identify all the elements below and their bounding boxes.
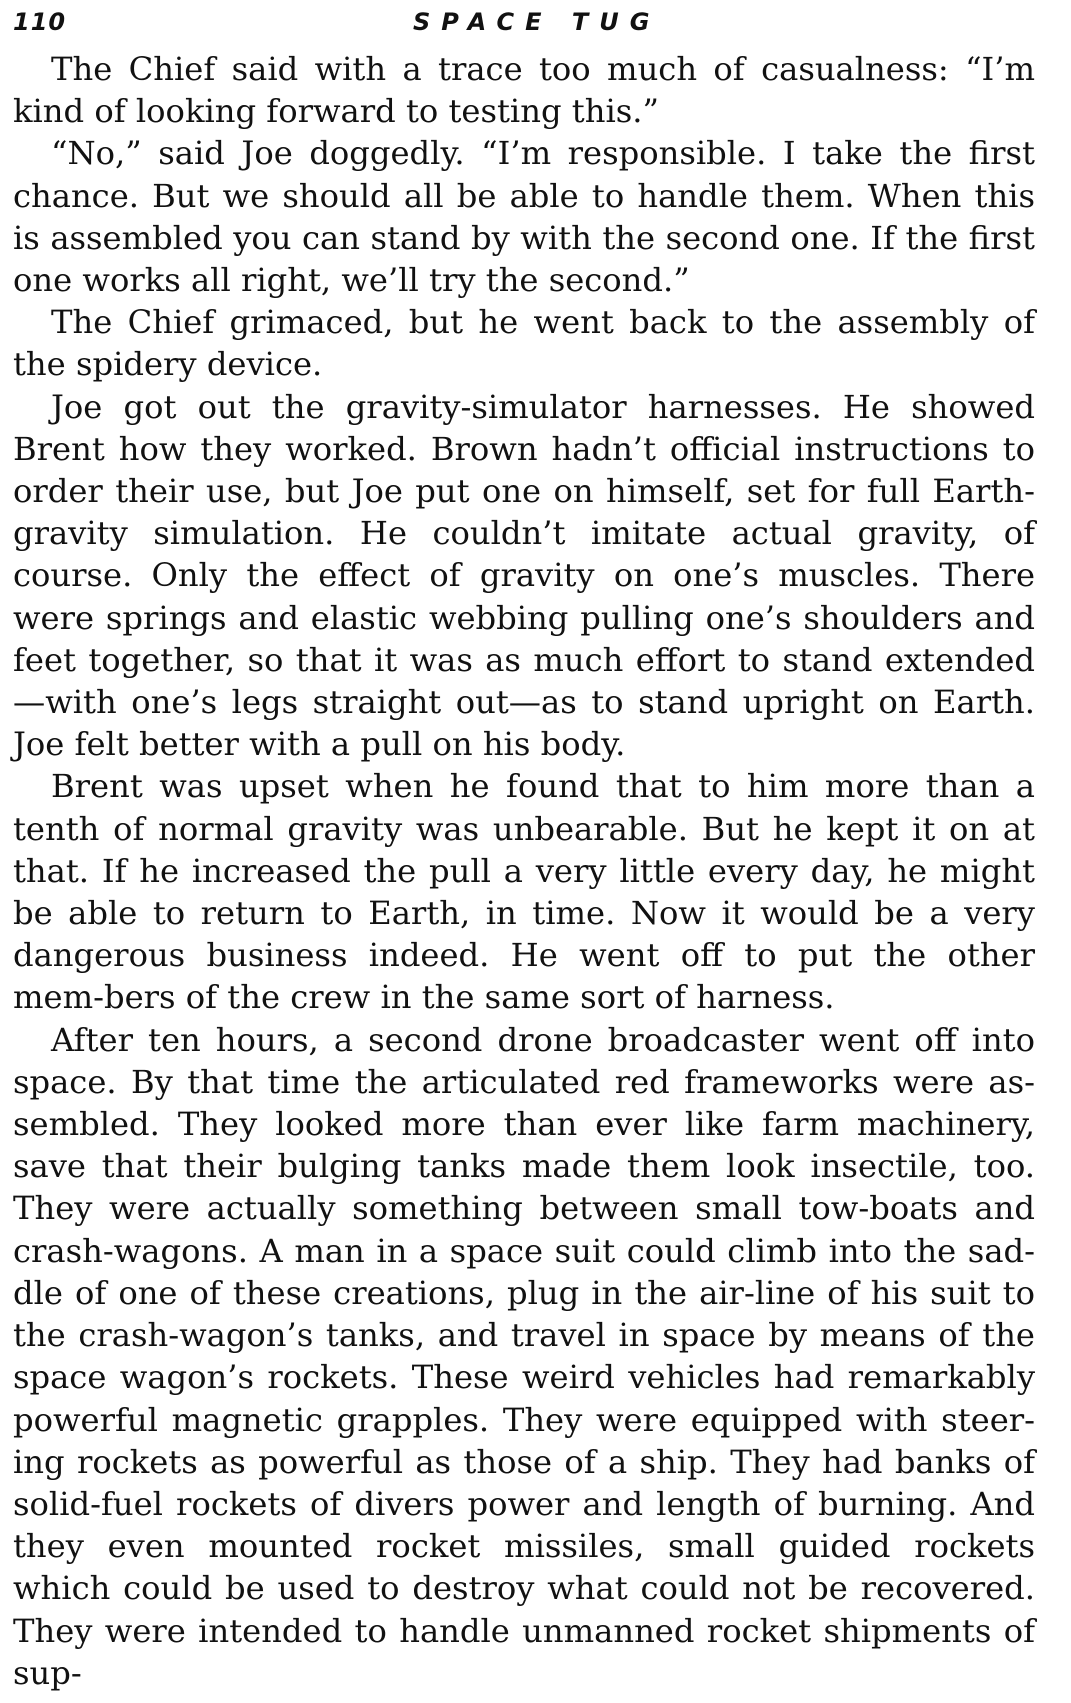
paragraph: After ten hours, a second drone broadcaster went off into space. By that time the articulated red frameworks were as-sembled. They looked more than ever like farm machinery, save that their bulging tanks made them look insectile, too. They were actually something between small tow-boats and crash-wagons. A man in a space suit could climb into the sad-dle of one of these creations, plug in the air-line of his suit to the crash-wagon’s tanks, and travel in space by means of the space wagon’s rockets. These weird vehicles had remarkably powerful magnetic grapples. They were equipped with steer-ing rockets as powerful as those of a ship. They had banks of solid-fuel rockets of divers power and length of burning. And they even mounted rocket missiles, small guided rockets which could be used to destroy what could not be recovered. They were intended to handle unmanned rocket shipments of sup- — [13, 1020, 1035, 1692]
page-number: 110 — [13, 8, 67, 36]
running-head — [13, 4, 1035, 48]
paragraph: “No,” said Joe doggedly. “I’m responsible. I take the first chance. But we should all be able to handle them. When this is assembled you can stand by with the second one. If the first one works all right, we’ll try the second.” — [13, 134, 1035, 300]
body-text — [13, 48, 1035, 1694]
paragraph: Brent was upset when he found that to him more than a tenth of normal gravity was unbearable. But he kept it on at that. If he increased the pull a very little every day, he might be able to return to Earth, in time. Now it would be a very dangerous business indeed. He went off to put the other mem-bers of the crew in the same sort of harness. — [13, 767, 1035, 1017]
paragraph: The Chief grimaced, but he went back to the assembly of the spidery device. — [13, 303, 1035, 384]
paragraph: Joe got out the gravity-simulator harnesses. He showed Brent how they worked. Brown hadn’t official instructions to order their use, but Joe put one on himself, set for full Earth-gravity simulation. He couldn’t imitate actual gravity, of course. Only the effect of gravity on one’s muscles. There were springs and elastic webbing pulling one’s shoulders and feet together, so that it was as much effort to stand extended—with one’s legs straight out—as to stand upright on Earth. Joe felt better with a pull on his body. — [13, 387, 1035, 764]
book-title: SPACE TUG — [413, 8, 661, 36]
paragraph: The Chief said with a trace too much of casualness: “I’m kind of looking forward to testing this.” — [13, 50, 1035, 131]
